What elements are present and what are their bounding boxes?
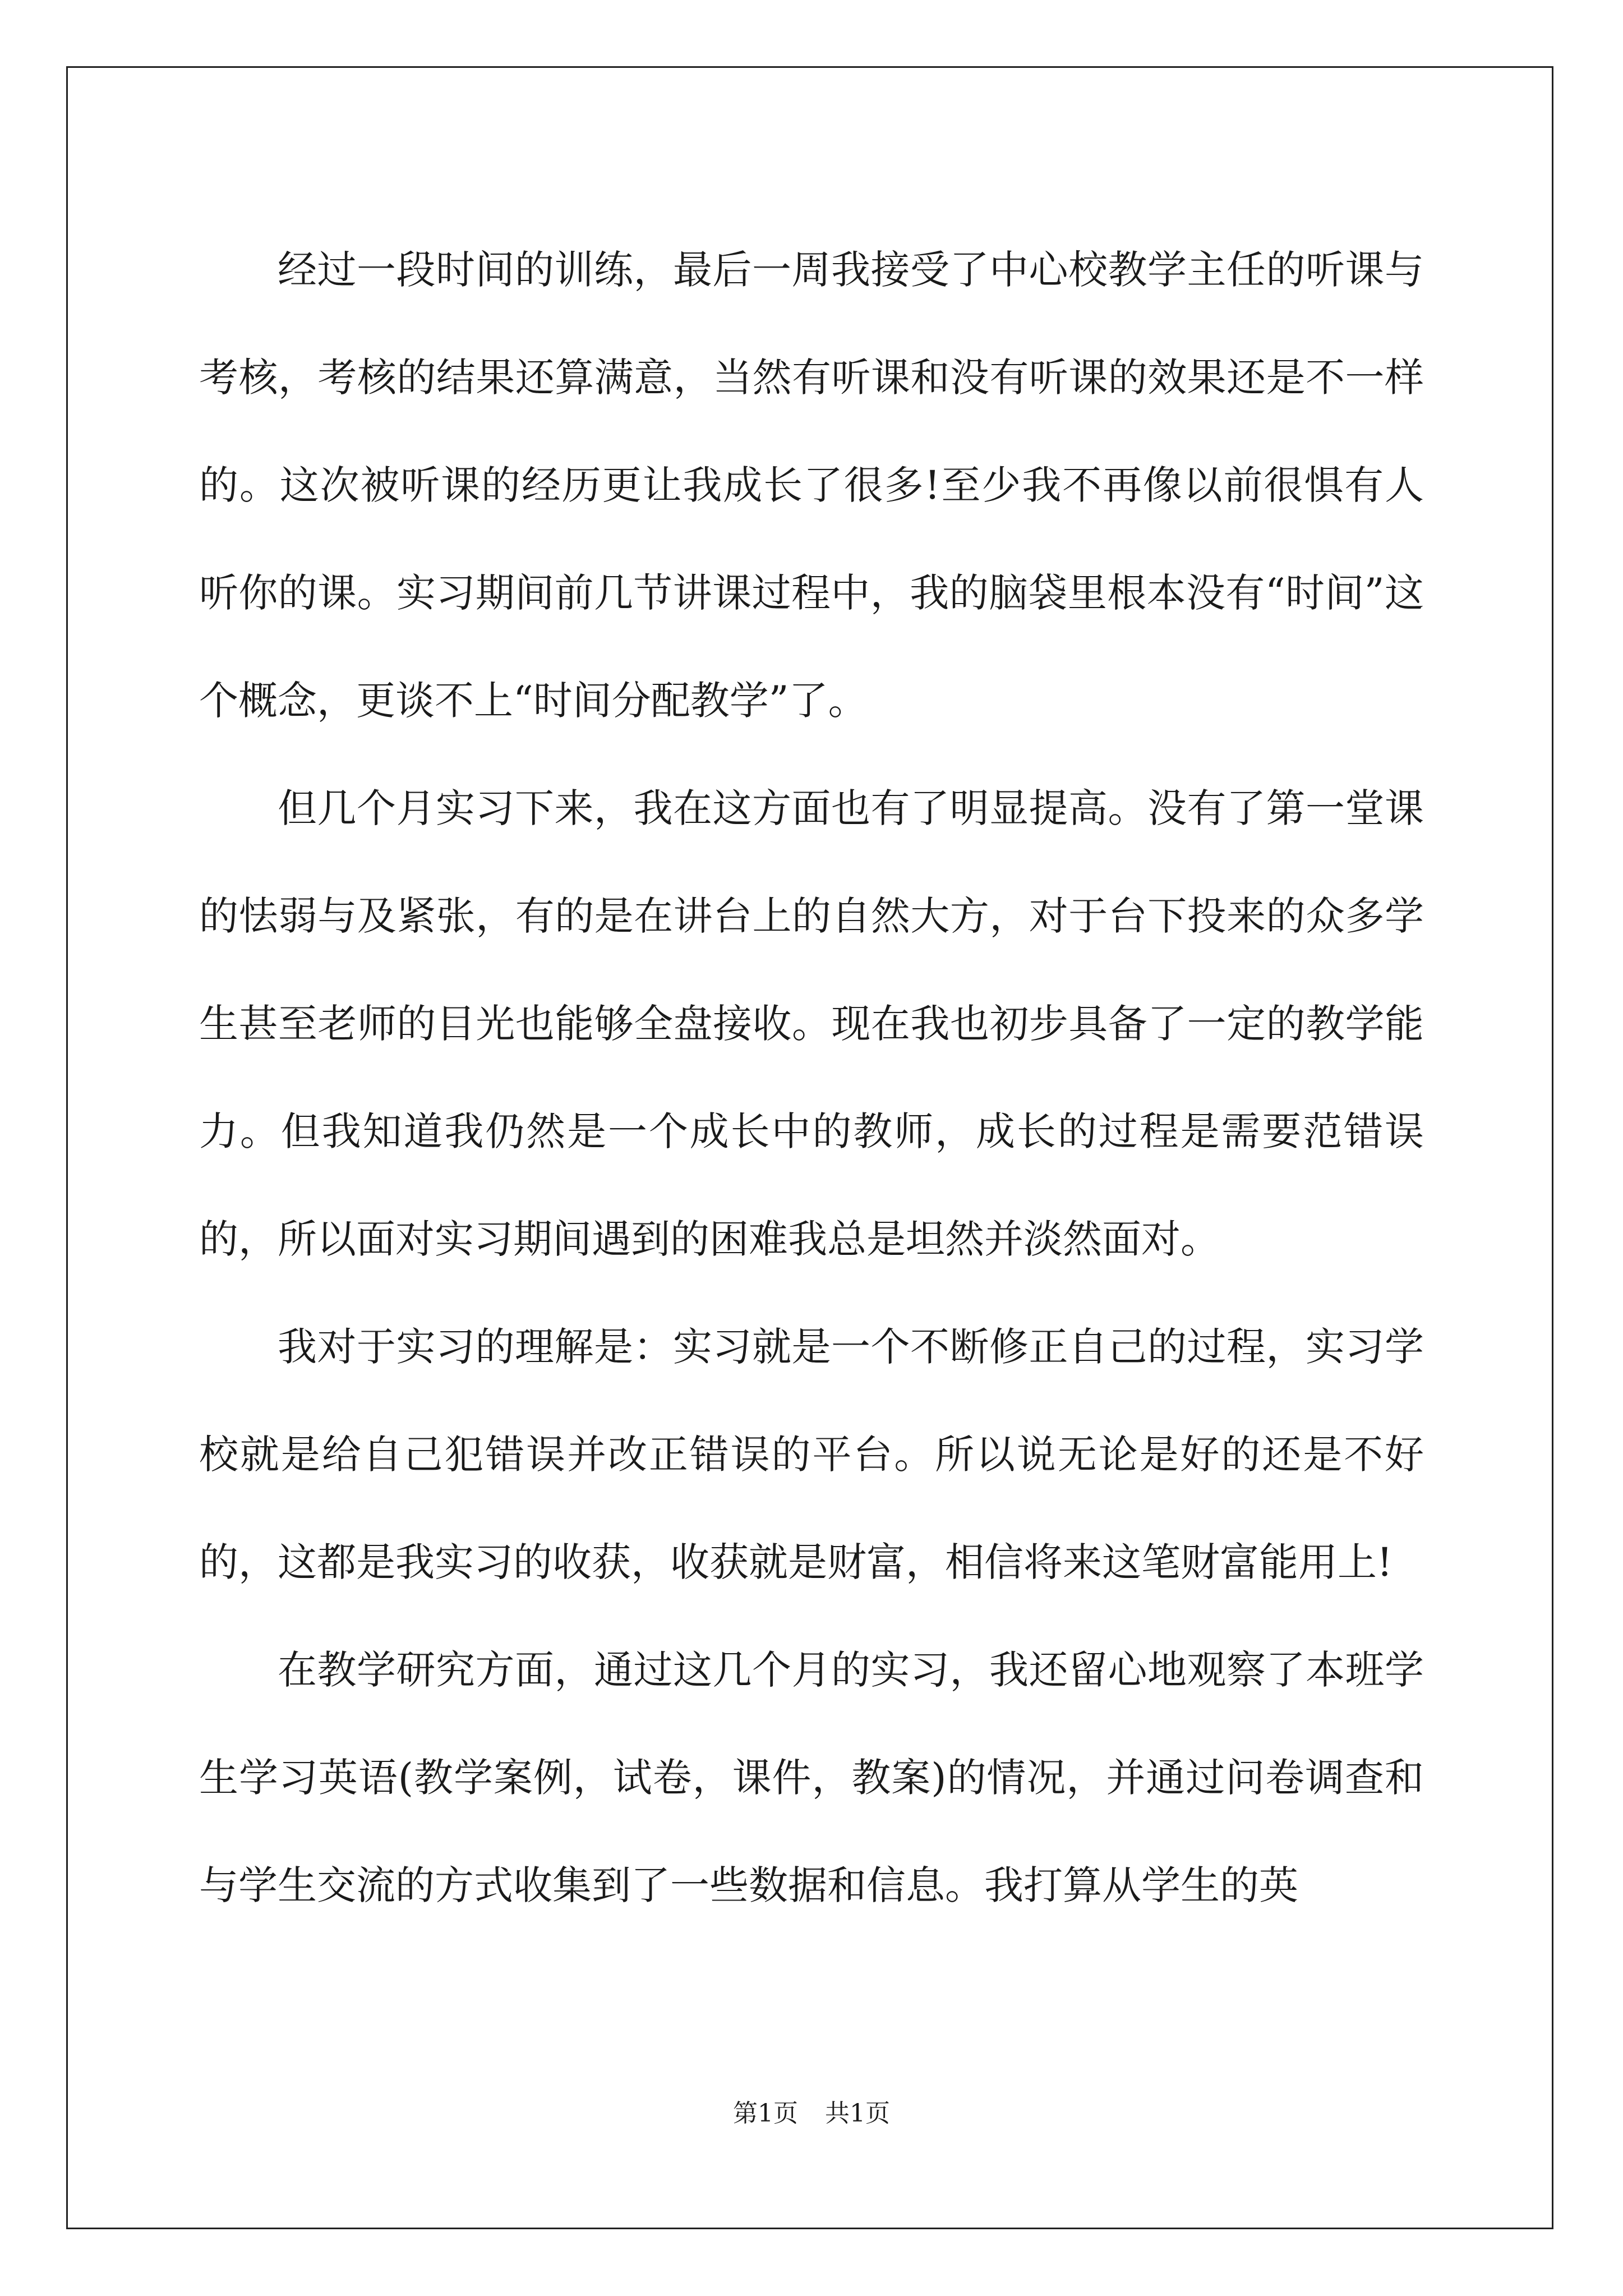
page-total: 共1页 bbox=[825, 2099, 890, 2128]
paragraph-1: 经过一段时间的训练，最后一周我接受了中心校教学主任的听课与考核，考核的结果还算满意，当然有听课和没有听课的效果还是不一样的。这次被听课的经历更让我成长了很多!至少我不再像以前很惧有人听你的课。实习期间前几节讲课过程中，我的脑袋里根本没有“时间”这个概念，更谈不上“时间分配教学”了。 bbox=[199, 247, 1424, 724]
page-number: 第1页 bbox=[733, 2099, 798, 2128]
paragraph-3: 我对于实习的理解是：实习就是一个不断修正自己的过程，实习学校就是给自己犯错误并改正错误的平台。所以说无论是好的还是不好的，这都是我实习的收获，收获就是财富，相信将来这笔财富能用上! bbox=[199, 1324, 1424, 1585]
paragraph-2: 但几个月实习下来，我在这方面也有了明显提高。没有了第一堂课的怯弱与及紧张，有的是在讲台上的自然大方，对于台下投来的众多学生甚至老师的目光也能够全盘接收。现在我也初步具备了一定的教学能力。但我知道我仍然是一个成长中的教师，成长的过程是需要范错误的，所以面对实习期间遇到的困难我总是坦然并淡然面对。 bbox=[199, 785, 1424, 1262]
page-footer bbox=[0, 2097, 1623, 2131]
paragraph-4: 在教学研究方面，通过这几个月的实习，我还留心地观察了本班学生学习英语(教学案例，试卷，课件，教案)的情况，并通过问卷调查和与学生交流的方式收集到了一些数据和信息。我打算从学生的英 bbox=[199, 1647, 1424, 1908]
document-body bbox=[199, 216, 1424, 1939]
